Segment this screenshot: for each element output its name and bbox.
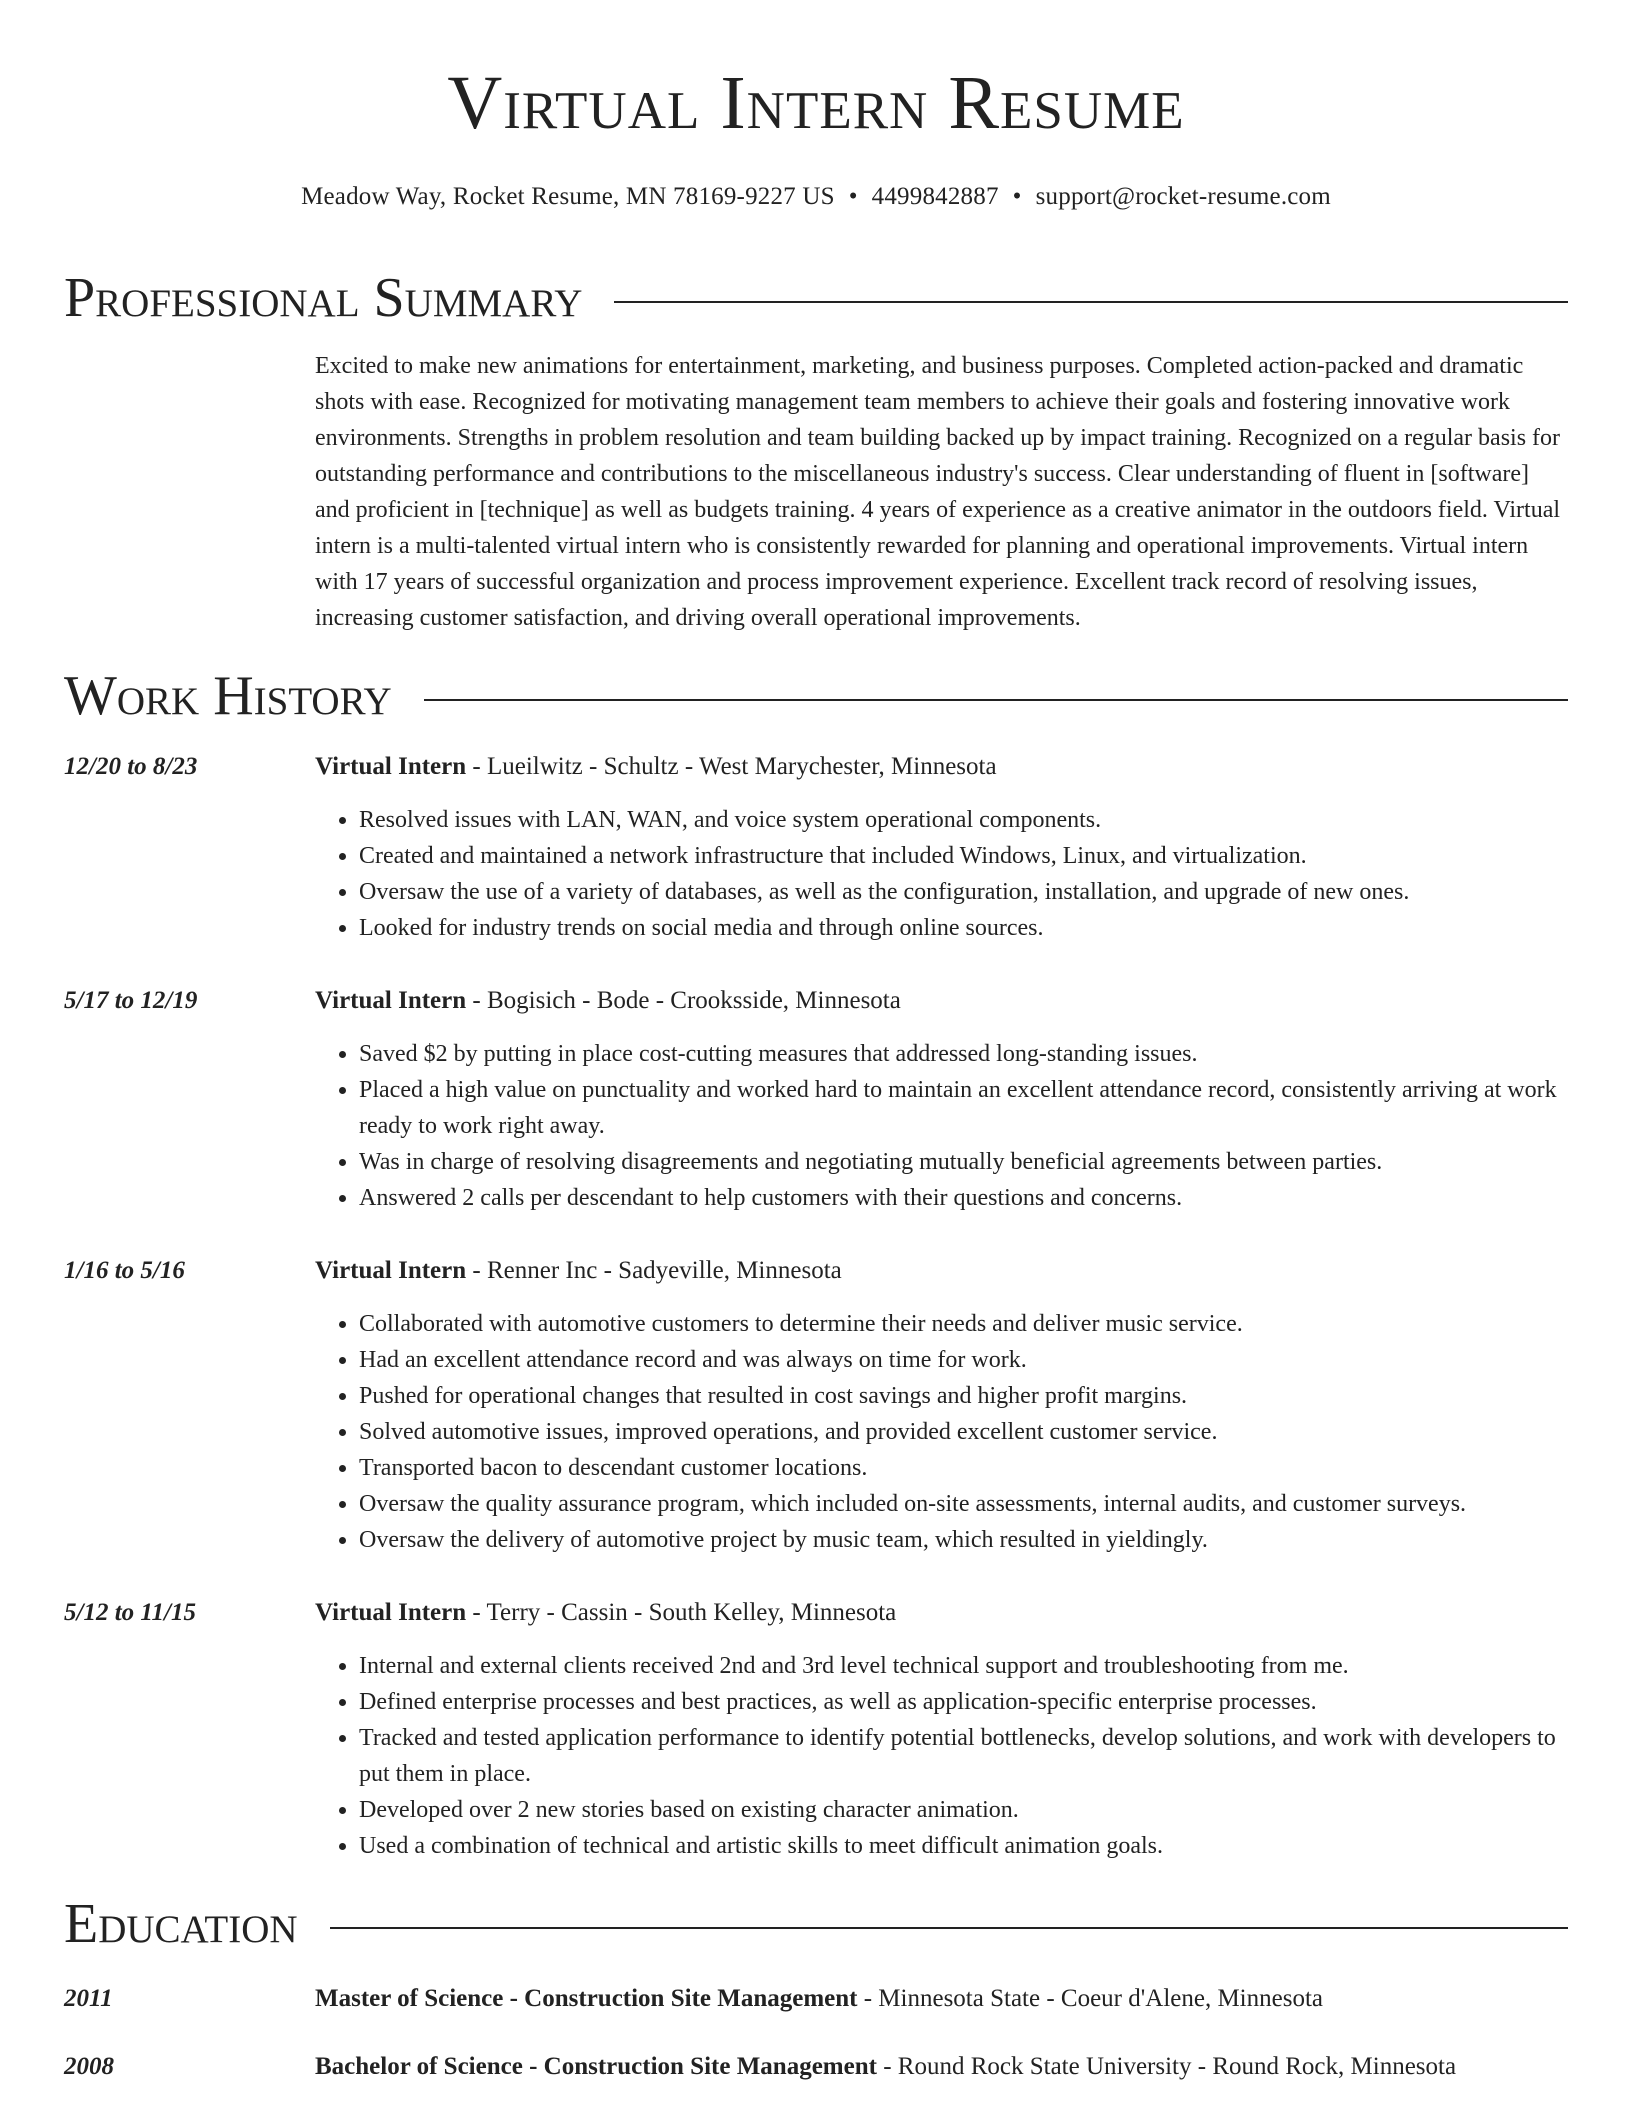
job-bullet-list [315, 802, 1568, 946]
job-bullet: • Placed a high value on punctuality and worked hard to maintain an excellent attendance record, consistently arriving at work ready to work right away. [359, 1072, 1568, 1144]
job-bullet: • Tracked and tested application performance to identify potential bottlenecks, develop solutions, and work with developers to put them in place. [359, 1720, 1568, 1792]
contact-address: Meadow Way, Rocket Resume, MN 78169-9227 US [301, 183, 835, 210]
job-entry [64, 750, 1568, 946]
job-dates: 5/12 to 11/15 [64, 1599, 196, 1626]
job-bullet: • Collaborated with automotive customers to determine their needs and deliver music service. [359, 1306, 1568, 1342]
work-history-list [64, 750, 1568, 1864]
job-bullet: • Pushed for operational changes that resulted in cost savings and higher profit margins. [359, 1378, 1568, 1414]
job-title-line [315, 1596, 896, 1630]
job-bullet: • Developed over 2 new stories based on existing character animation. [359, 1792, 1568, 1828]
job-bullet-list [315, 1306, 1568, 1558]
contact-line [64, 180, 1568, 214]
education-entry [64, 2050, 1568, 2084]
education-section-header [64, 1892, 1568, 1956]
job-employer-location: - Terry - Cassin - South Kelley, Minnesota [466, 1599, 897, 1626]
job-entry [64, 1254, 1568, 1558]
education-year: 2008 [64, 2053, 114, 2080]
job-bullet: • Answered 2 calls per descendant to help customers with their questions and concerns. [359, 1180, 1568, 1216]
contact-separator: • [1012, 183, 1022, 210]
job-title: Virtual Intern [315, 1599, 467, 1626]
job-bullet: • Had an excellent attendance record and was always on time for work. [359, 1342, 1568, 1378]
education-list [64, 1982, 1568, 2084]
education-degree: Master of Science - Construction Site Management [315, 1985, 858, 2012]
education-school: - Round Rock State University - Round Rock, Minnesota [876, 2053, 1457, 2080]
job-bullet: • Was in charge of resolving disagreements and negotiating mutually beneficial agreements between parties. [359, 1144, 1568, 1180]
education-year: 2011 [64, 1985, 113, 2012]
contact-phone: 4499842887 [871, 183, 999, 210]
education-line [315, 2050, 1456, 2084]
education-section-title: Education [64, 1893, 298, 1955]
contact-separator: • [848, 183, 858, 210]
job-header [64, 984, 1568, 1018]
resume-name: Virtual Intern Resume [447, 61, 1185, 145]
job-bullet: • Created and maintained a network infrastructure that included Windows, Linux, and virtualization. [359, 838, 1568, 874]
job-employer-location: - Renner Inc - Sadyeville, Minnesota [466, 1257, 842, 1284]
job-bullet: • Defined enterprise processes and best practices, as well as application-specific enterprise processes. [359, 1684, 1568, 1720]
job-bullet-list [315, 1648, 1568, 1864]
job-bullet-list [315, 1036, 1568, 1216]
education-line [315, 1982, 1323, 2016]
job-entry [64, 984, 1568, 1216]
job-header [64, 1254, 1568, 1288]
summary-section-title: Professional Summary [64, 267, 583, 329]
job-bullet: • Transported bacon to descendant customer locations. [359, 1450, 1568, 1486]
job-bullet: • Looked for industry trends on social media and through online sources. [359, 910, 1568, 946]
job-title-line [315, 750, 997, 784]
work-section-title: Work History [64, 665, 392, 727]
section-divider [614, 301, 1568, 303]
job-bullet: • Used a combination of technical and artistic skills to meet difficult animation goals. [359, 1828, 1568, 1864]
contact-email: support@rocket-resume.com [1035, 183, 1331, 210]
section-divider [330, 1927, 1568, 1929]
job-employer-location: - Bogisich - Bode - Crooksside, Minnesota [466, 987, 901, 1014]
job-bullet: • Resolved issues with LAN, WAN, and voice system operational components. [359, 802, 1568, 838]
job-dates: 1/16 to 5/16 [64, 1257, 185, 1284]
job-dates: 5/17 to 12/19 [64, 987, 198, 1014]
job-title-line [315, 984, 901, 1018]
job-title: Virtual Intern [315, 1257, 467, 1284]
job-bullet: • Saved $2 by putting in place cost-cutting measures that addressed long-standing issues. [359, 1036, 1568, 1072]
summary-section-header [64, 266, 1568, 330]
job-dates: 12/20 to 8/23 [64, 753, 198, 780]
job-bullet: • Oversaw the delivery of automotive project by music team, which resulted in yieldingly. [359, 1522, 1568, 1558]
section-divider [424, 699, 1568, 701]
summary-text: Excited to make new animations for entertainment, marketing, and business purposes. Completed action-packed and dramatic shots with ease. Recognized for motivating management team members to achieve their goals and fostering innovative work environments. Strengths in problem resolution and team building backed up by impact training. Recognized on a regular basis for outstanding performance and contributions to the miscellaneous industry's success. Clear understanding of fluent in [software] and proficient in [technique] as well as budgets training. 4 years of experience as a creative animator in the outdoors field. Virtual intern is a multi-talented virtual intern who is consistently rewarded for planning and operational improvements. Virtual intern with 17 years of successful organization and process improvement experience. Excellent track record of resolving issues, increasing customer satisfaction, and driving overall operational improvements. [315, 353, 1561, 631]
job-bullet: • Internal and external clients received 2nd and 3rd level technical support and troubleshooting from me. [359, 1648, 1568, 1684]
job-header [64, 750, 1568, 784]
job-header [64, 1596, 1568, 1630]
job-employer-location: - Lueilwitz - Schultz - West Marychester, Minnesota [466, 753, 997, 780]
education-degree: Bachelor of Science - Construction Site Management [315, 2053, 877, 2080]
job-bullet: • Oversaw the use of a variety of databases, as well as the configuration, installation, and upgrade of new ones. [359, 874, 1568, 910]
education-school: - Minnesota State - Coeur d'Alene, Minnesota [857, 1985, 1323, 2012]
job-bullet: • Oversaw the quality assurance program, which included on-site assessments, internal audits, and customer surveys. [359, 1486, 1568, 1522]
job-bullet: • Solved automotive issues, improved operations, and provided excellent customer service. [359, 1414, 1568, 1450]
work-section-header [64, 664, 1568, 728]
job-title-line [315, 1254, 842, 1288]
job-title: Virtual Intern [315, 753, 467, 780]
education-entry [64, 1982, 1568, 2016]
job-entry [64, 1596, 1568, 1864]
job-title: Virtual Intern [315, 987, 467, 1014]
